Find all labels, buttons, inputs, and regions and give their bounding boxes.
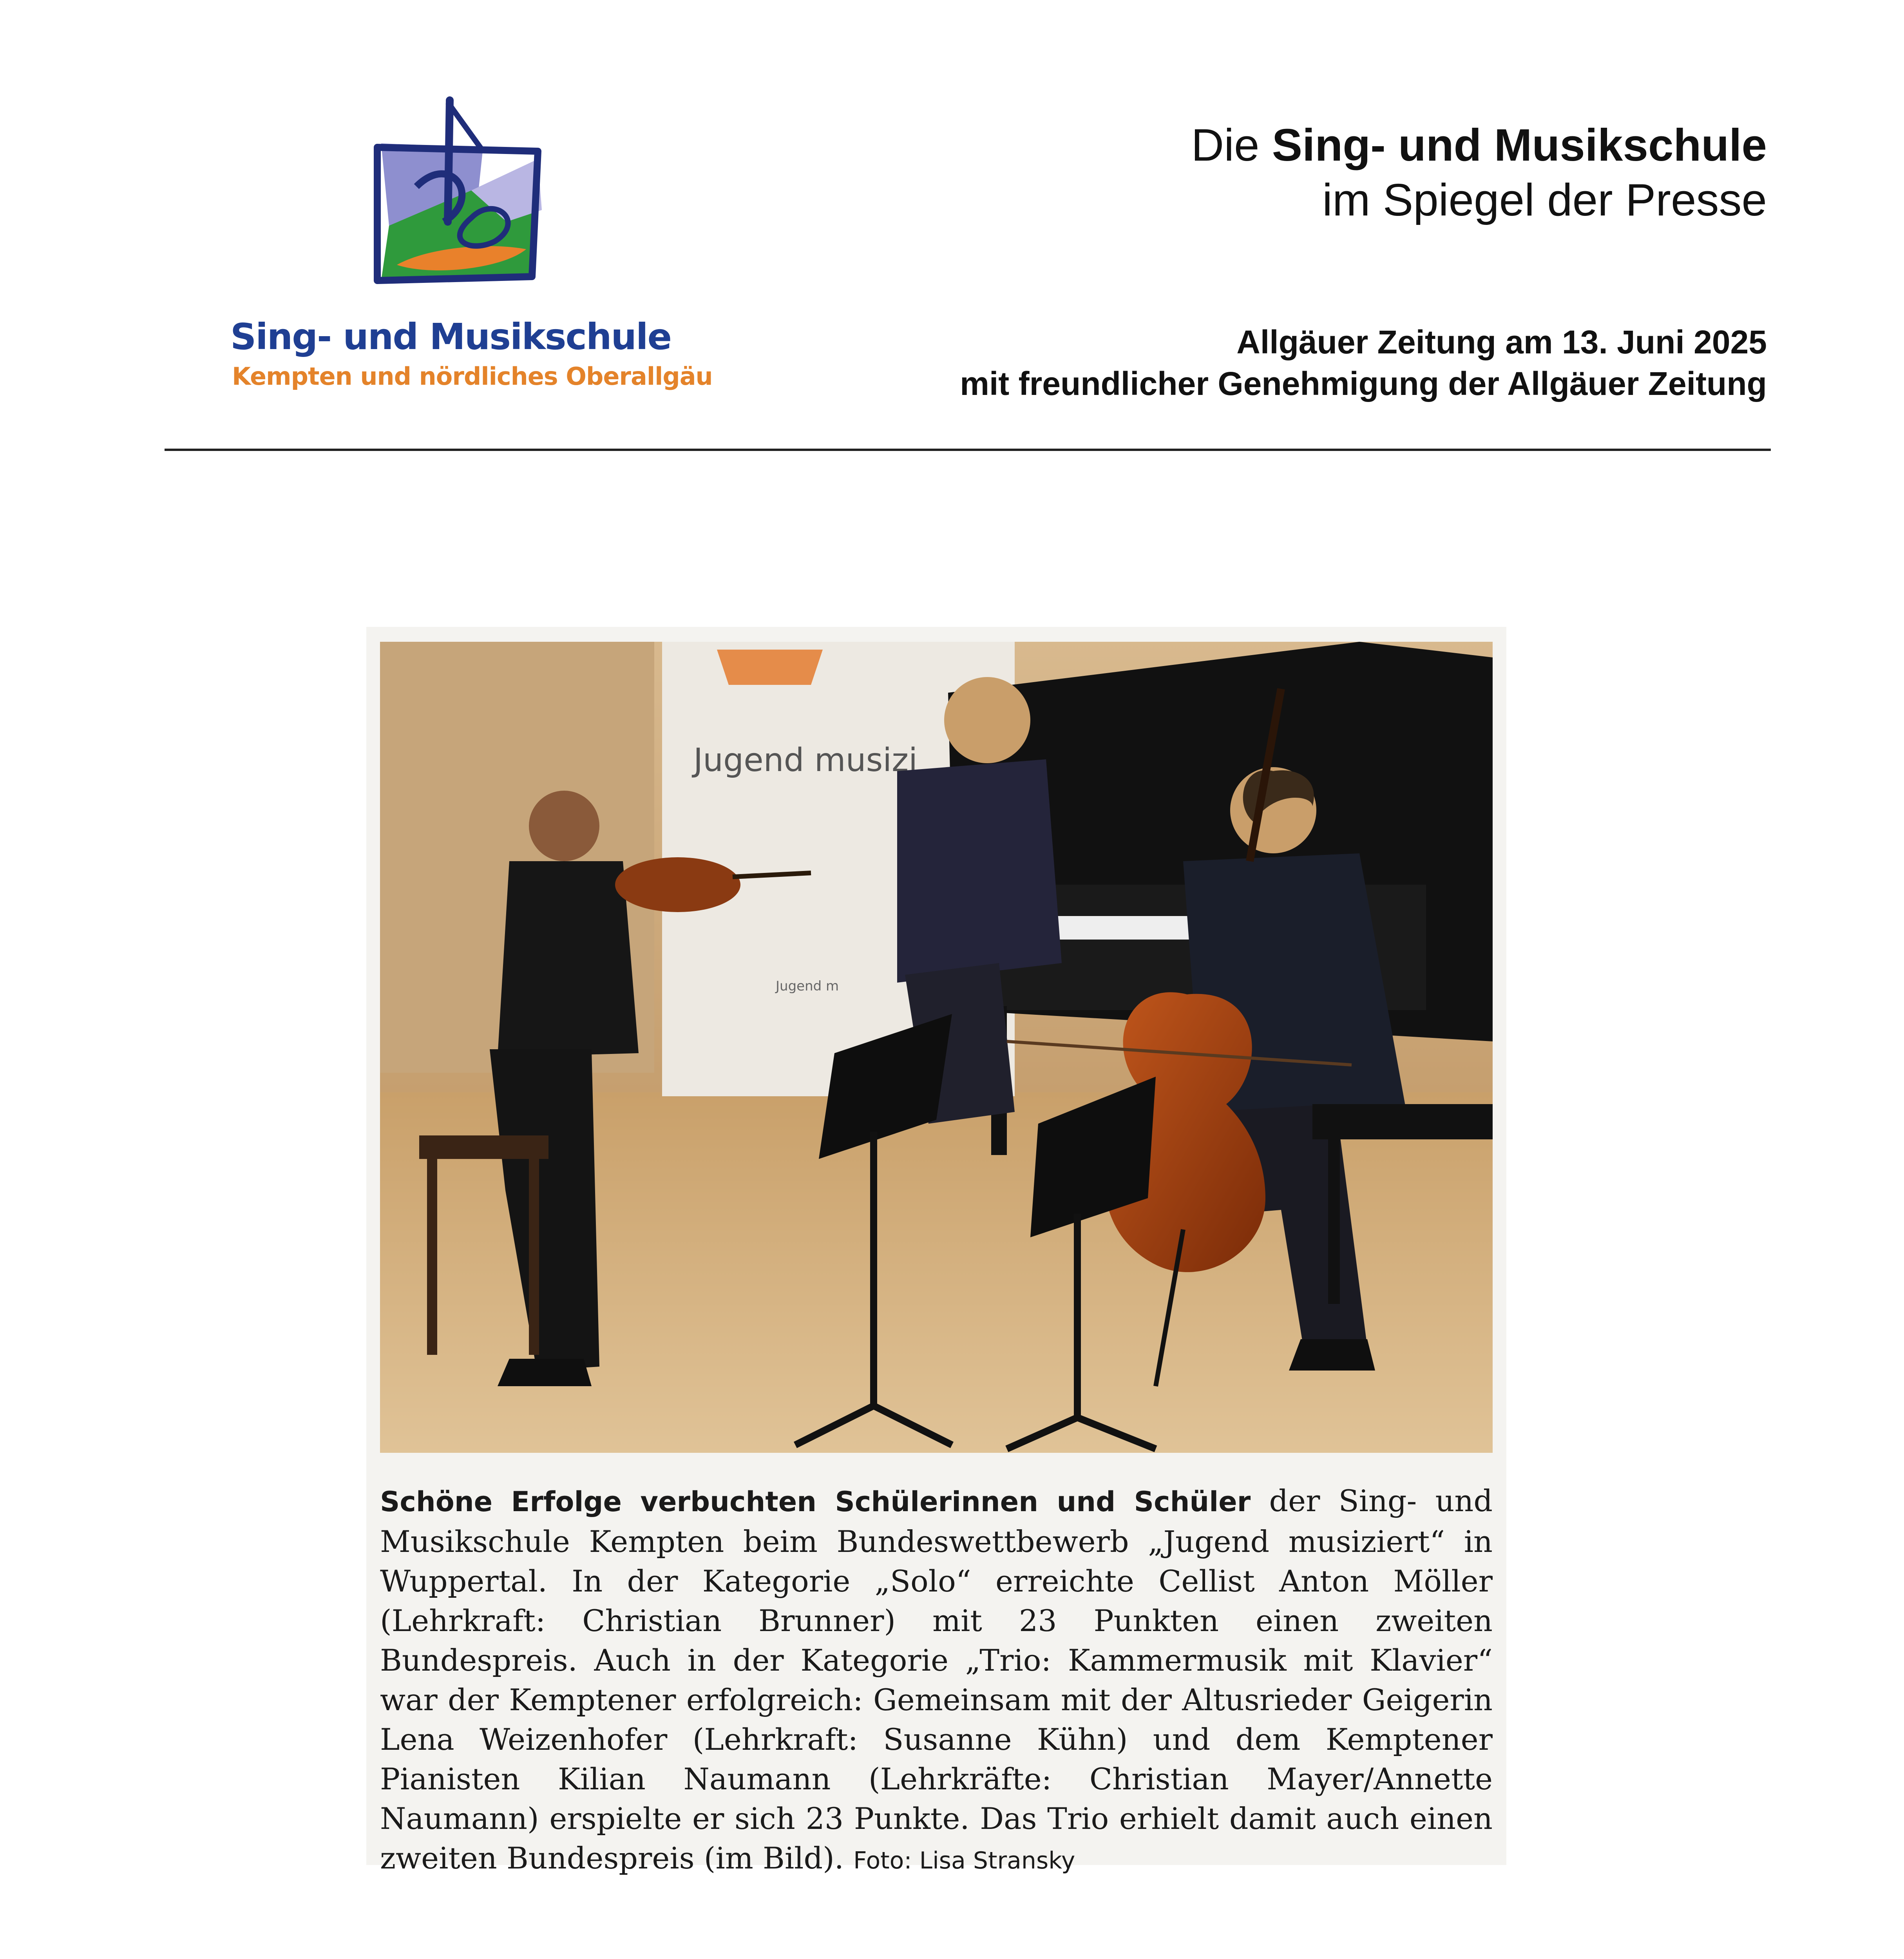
source-note <box>960 321 1767 404</box>
photo-credit: Foto: Lisa Stransky <box>853 1847 1075 1874</box>
source-line-2: mit freundlicher Genehmigung der Allgäuer Zeitung <box>960 365 1767 402</box>
logo-school-name: Sing- und Musikschule <box>230 316 671 358</box>
source-line-1: Allgäuer Zeitung am 13. Juni 2025 <box>1236 324 1767 360</box>
banner-small-text: Jugend m <box>776 978 839 994</box>
header-divider <box>165 449 1771 451</box>
trio-performance-photo <box>380 642 1493 1453</box>
page-title <box>1191 118 1767 227</box>
title-line-1 <box>1191 118 1767 172</box>
caption-body: der Sing- und Musikschule Kempten beim Bundeswettbewerb „Jugend musiziert“ in Wuppertal. In der Kategorie „Solo“ erreichte Cellist Anton Möller (Lehrkraft: Christian Brunner) mit 23 Punkten einen zweiten Bundespreis. Auch in der Kategorie „Trio: Kammermusik mit Klavier“ war der Kemptener erfolgreich: Gemeinsam mit der Altusrieder Geigerin Lena Weizenhofer (Lehrkraft: Susanne Kühn) und dem Kemptener Pianisten Kilian Naumann (Lehrkräfte: Christian Mayer/Annette Naumann) erspielte er sich 23 Punkte. Das Trio erhielt damit auch einen zweiten Bundespreis (im Bild). <box>380 1483 1493 1876</box>
title-line-2: im Spiegel der Presse <box>1322 174 1767 225</box>
caption-lead: Schöne Erfolge verbuchten Schülerinnen und Schüler <box>380 1486 1251 1518</box>
photo-caption <box>380 1481 1493 1881</box>
title-bold: Sing- und Musikschule <box>1272 119 1767 170</box>
logo-region-name: Kempten und nördliches Oberallgäu <box>232 362 713 391</box>
music-school-logo-icon <box>354 92 573 312</box>
title-prefix: Die <box>1191 119 1260 170</box>
banner-text: Jugend musizi <box>693 742 918 779</box>
press-clipping <box>366 627 1506 1876</box>
school-logo <box>230 92 713 406</box>
